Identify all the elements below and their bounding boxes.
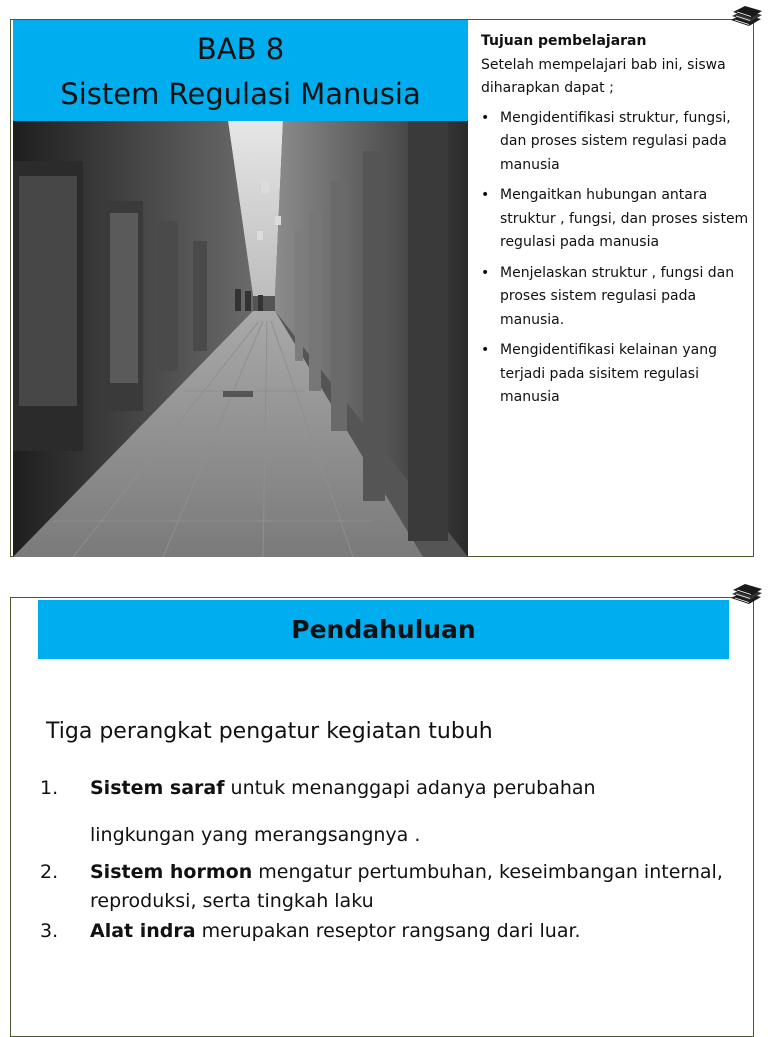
objective-item: • Mengaitkan hubungan antara struktur , fungsi, dan proses sistem regulasi pada manusia bbox=[481, 184, 753, 255]
list-item bbox=[40, 774, 740, 850]
item-description: mengatur pertumbuhan, keseimbangan internal, reproduksi, serta tingkah laku bbox=[90, 861, 723, 912]
objectives-intro: Setelah mempelajari bab ini, siswa diharapkan dapat ; bbox=[481, 56, 726, 96]
objectives-list bbox=[481, 107, 753, 410]
item-term: Sistem hormon bbox=[90, 861, 253, 883]
item-description: untuk menanggapi adanya perubahan bbox=[224, 777, 596, 799]
objective-item: • Menjelaskan struktur , fungsi dan proses sistem regulasi pada manusia. bbox=[481, 262, 753, 333]
learning-objectives bbox=[481, 30, 753, 417]
list-number: 3. bbox=[40, 920, 59, 942]
list-number: 1. bbox=[40, 777, 59, 799]
list-item bbox=[40, 858, 740, 916]
item-term: Alat indra bbox=[90, 920, 196, 942]
list-number: 2. bbox=[40, 861, 59, 883]
title-box bbox=[13, 20, 468, 121]
section-title: Pendahuluan bbox=[291, 615, 476, 644]
item-term: Sistem saraf bbox=[90, 777, 225, 799]
slide-bab-8 bbox=[10, 19, 754, 557]
chapter-subtitle: Sistem Regulasi Manusia bbox=[60, 77, 421, 111]
books-stack-icon bbox=[729, 6, 763, 28]
regulation-list bbox=[40, 774, 740, 946]
list-item bbox=[40, 917, 740, 946]
objective-item: • Mengidentifikasi kelainan yang terjadi pada sisitem regulasi manusia bbox=[481, 339, 753, 410]
objective-item: • Mengidentifikasi struktur, fungsi, dan proses sistem regulasi pada manusia bbox=[481, 107, 753, 178]
item-description-continued: lingkungan yang merangsangnya . bbox=[90, 824, 421, 846]
objectives-title: Tujuan pembelajaran bbox=[481, 33, 647, 49]
intro-text: Tiga perangkat pengatur kegiatan tubuh bbox=[46, 719, 493, 744]
slide-pendahuluan bbox=[10, 597, 754, 1037]
street-alley-photo bbox=[13, 121, 468, 557]
books-stack-icon bbox=[729, 584, 763, 606]
section-header bbox=[38, 600, 729, 659]
chapter-title: BAB 8 bbox=[196, 32, 285, 66]
item-description: merupakan reseptor rangsang dari luar. bbox=[195, 920, 581, 942]
